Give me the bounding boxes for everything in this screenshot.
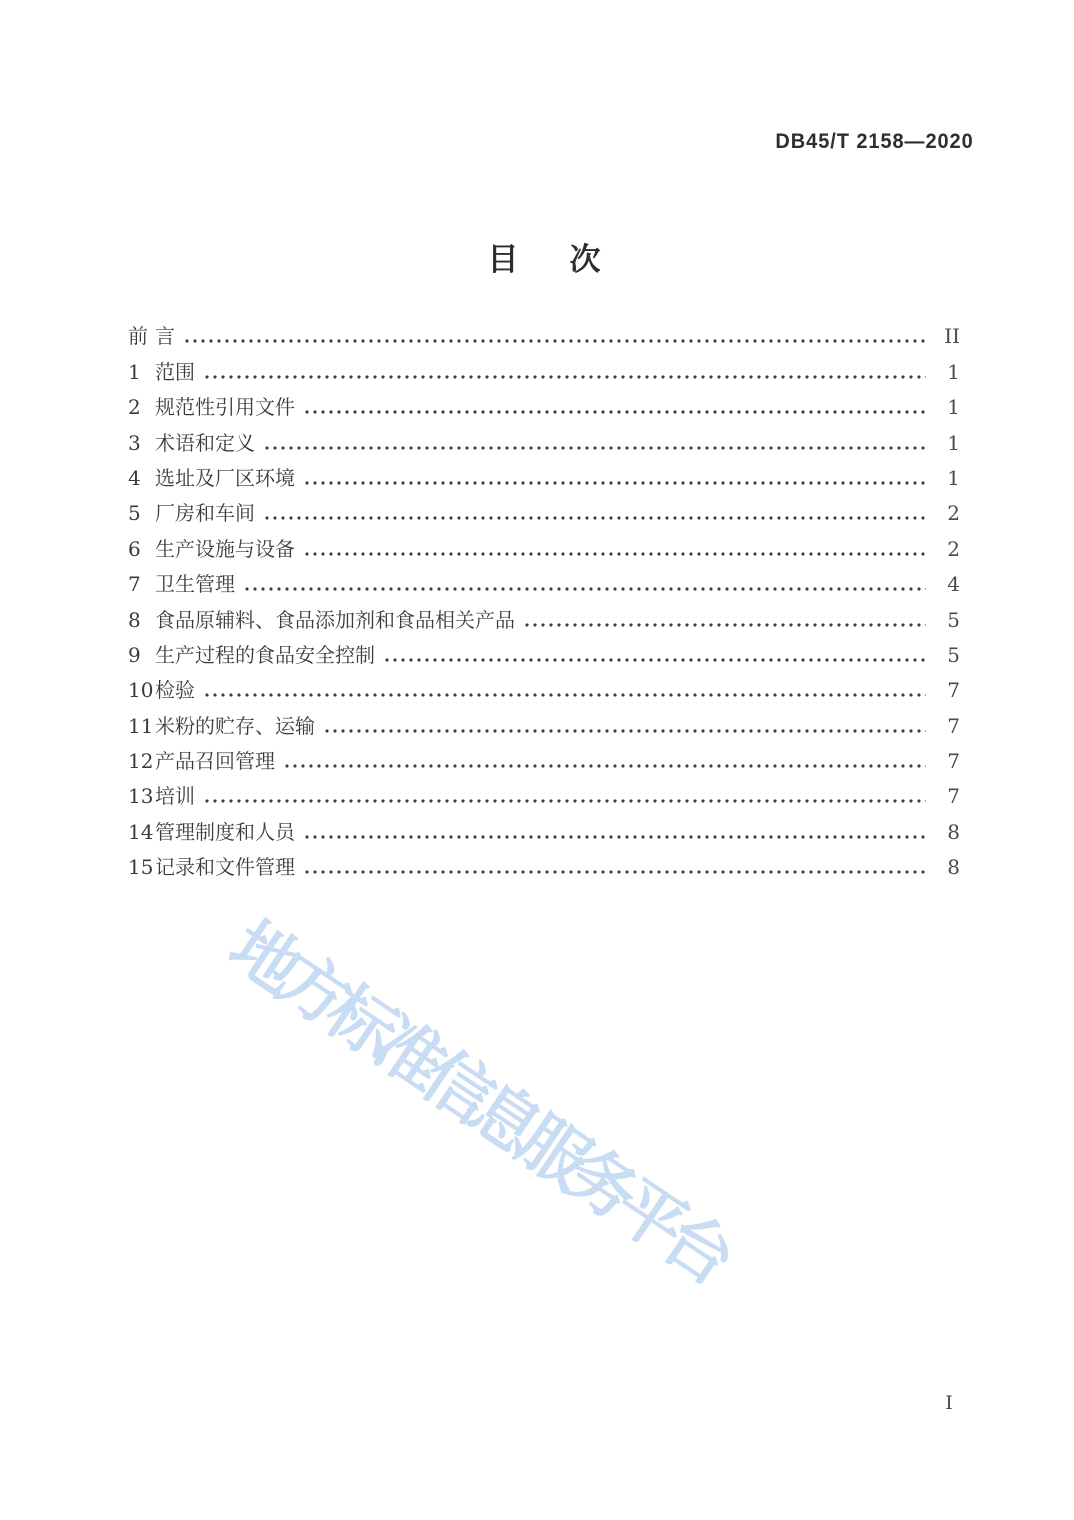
toc-entry-page: 5	[947, 642, 960, 667]
toc-entry-number: 10	[128, 678, 154, 703]
toc-row	[128, 566, 960, 601]
dot-leader	[305, 479, 926, 487]
dot-leader	[525, 621, 926, 629]
toc-entry-page: 1	[947, 465, 960, 490]
dot-leader	[305, 408, 926, 416]
toc-row	[128, 530, 960, 565]
toc-entry-number: 7	[128, 572, 141, 597]
toc-entry-title: 食品原辅料、食品添加剂和食品相关产品	[155, 607, 515, 632]
toc-entry-page: 8	[947, 855, 960, 880]
dot-leader	[265, 514, 926, 522]
toc-list	[128, 318, 960, 884]
dot-leader	[305, 550, 926, 558]
dot-leader	[385, 656, 926, 664]
toc-entry-page: 1	[947, 359, 960, 384]
toc-entry-number: 12	[128, 749, 154, 774]
toc-entry-page: 7	[947, 784, 960, 809]
toc-entry-number: 8	[128, 607, 141, 632]
doc-code: DB45/T 2158—2020	[775, 130, 974, 153]
toc-row	[128, 813, 960, 848]
toc-entry-page: 4	[947, 572, 960, 597]
toc-entry-number: 前	[128, 324, 148, 349]
toc-entry-page: 2	[947, 536, 960, 561]
toc-entry-title: 选址及厂区环境	[155, 465, 295, 490]
toc-entry-title: 厂房和车间	[155, 501, 255, 526]
dot-leader	[205, 373, 926, 381]
toc-entry-number: 3	[128, 430, 141, 455]
dot-leader	[185, 337, 926, 345]
dot-leader	[205, 691, 926, 699]
dot-leader	[245, 585, 926, 593]
toc-entry-page: 1	[947, 395, 960, 420]
toc-entry-number: 5	[128, 501, 141, 526]
toc-entry-number: 2	[128, 395, 141, 420]
dot-leader	[325, 727, 926, 735]
toc-entry-title: 检验	[155, 678, 195, 703]
toc-entry-title: 规范性引用文件	[155, 395, 295, 420]
toc-row	[128, 353, 960, 388]
toc-row	[128, 424, 960, 459]
toc-entry-number: 13	[128, 784, 154, 809]
toc-entry-page: 8	[947, 819, 960, 844]
toc-entry-page: 7	[947, 749, 960, 774]
toc-entry-title: 卫生管理	[155, 572, 235, 597]
toc-entry-number: 4	[128, 465, 141, 490]
toc-row	[128, 460, 960, 495]
toc-entry-page: 1	[947, 430, 960, 455]
toc-entry-number: 15	[128, 855, 154, 880]
toc-row	[128, 778, 960, 813]
toc-entry-title: 管理制度和人员	[155, 819, 295, 844]
toc-entry-page: 5	[947, 607, 960, 632]
toc-entry-number: 9	[128, 642, 141, 667]
toc-row	[128, 672, 960, 707]
toc-entry-number: 11	[128, 713, 154, 738]
toc-row	[128, 707, 960, 742]
toc-entry-title: 产品召回管理	[155, 749, 275, 774]
toc-entry-title: 培训	[155, 784, 195, 809]
watermark: 地方标准信息服务平台	[215, 905, 742, 1297]
toc-row	[128, 743, 960, 778]
dot-leader	[265, 444, 926, 452]
toc-entry-title: 生产设施与设备	[155, 536, 295, 561]
toc-entry-number: 6	[128, 536, 141, 561]
toc-entry-title: 言	[155, 324, 175, 349]
toc-row	[128, 495, 960, 530]
toc-row	[128, 601, 960, 636]
page-title: 目 次	[487, 242, 611, 278]
toc-entry-title: 记录和文件管理	[155, 855, 295, 880]
toc-entry-number: 1	[128, 359, 141, 384]
toc-row	[128, 318, 960, 353]
toc-entry-page: 2	[947, 501, 960, 526]
toc-entry-title: 米粉的贮存、运输	[155, 713, 315, 738]
dot-leader	[305, 868, 926, 876]
footer-page-number: I	[945, 1392, 953, 1414]
toc-entry-number: 14	[128, 819, 154, 844]
toc-entry-page: 7	[947, 678, 960, 703]
dot-leader	[205, 797, 926, 805]
dot-leader	[305, 833, 926, 841]
toc-row	[128, 849, 960, 884]
toc-entry-title: 术语和定义	[155, 430, 255, 455]
toc-entry-title: 生产过程的食品安全控制	[155, 642, 375, 667]
toc-row	[128, 637, 960, 672]
dot-leader	[285, 762, 926, 770]
toc-entry-page: 7	[947, 713, 960, 738]
toc-entry-page: II	[944, 324, 960, 349]
toc-entry-title: 范围	[155, 359, 195, 384]
toc-row	[128, 389, 960, 424]
